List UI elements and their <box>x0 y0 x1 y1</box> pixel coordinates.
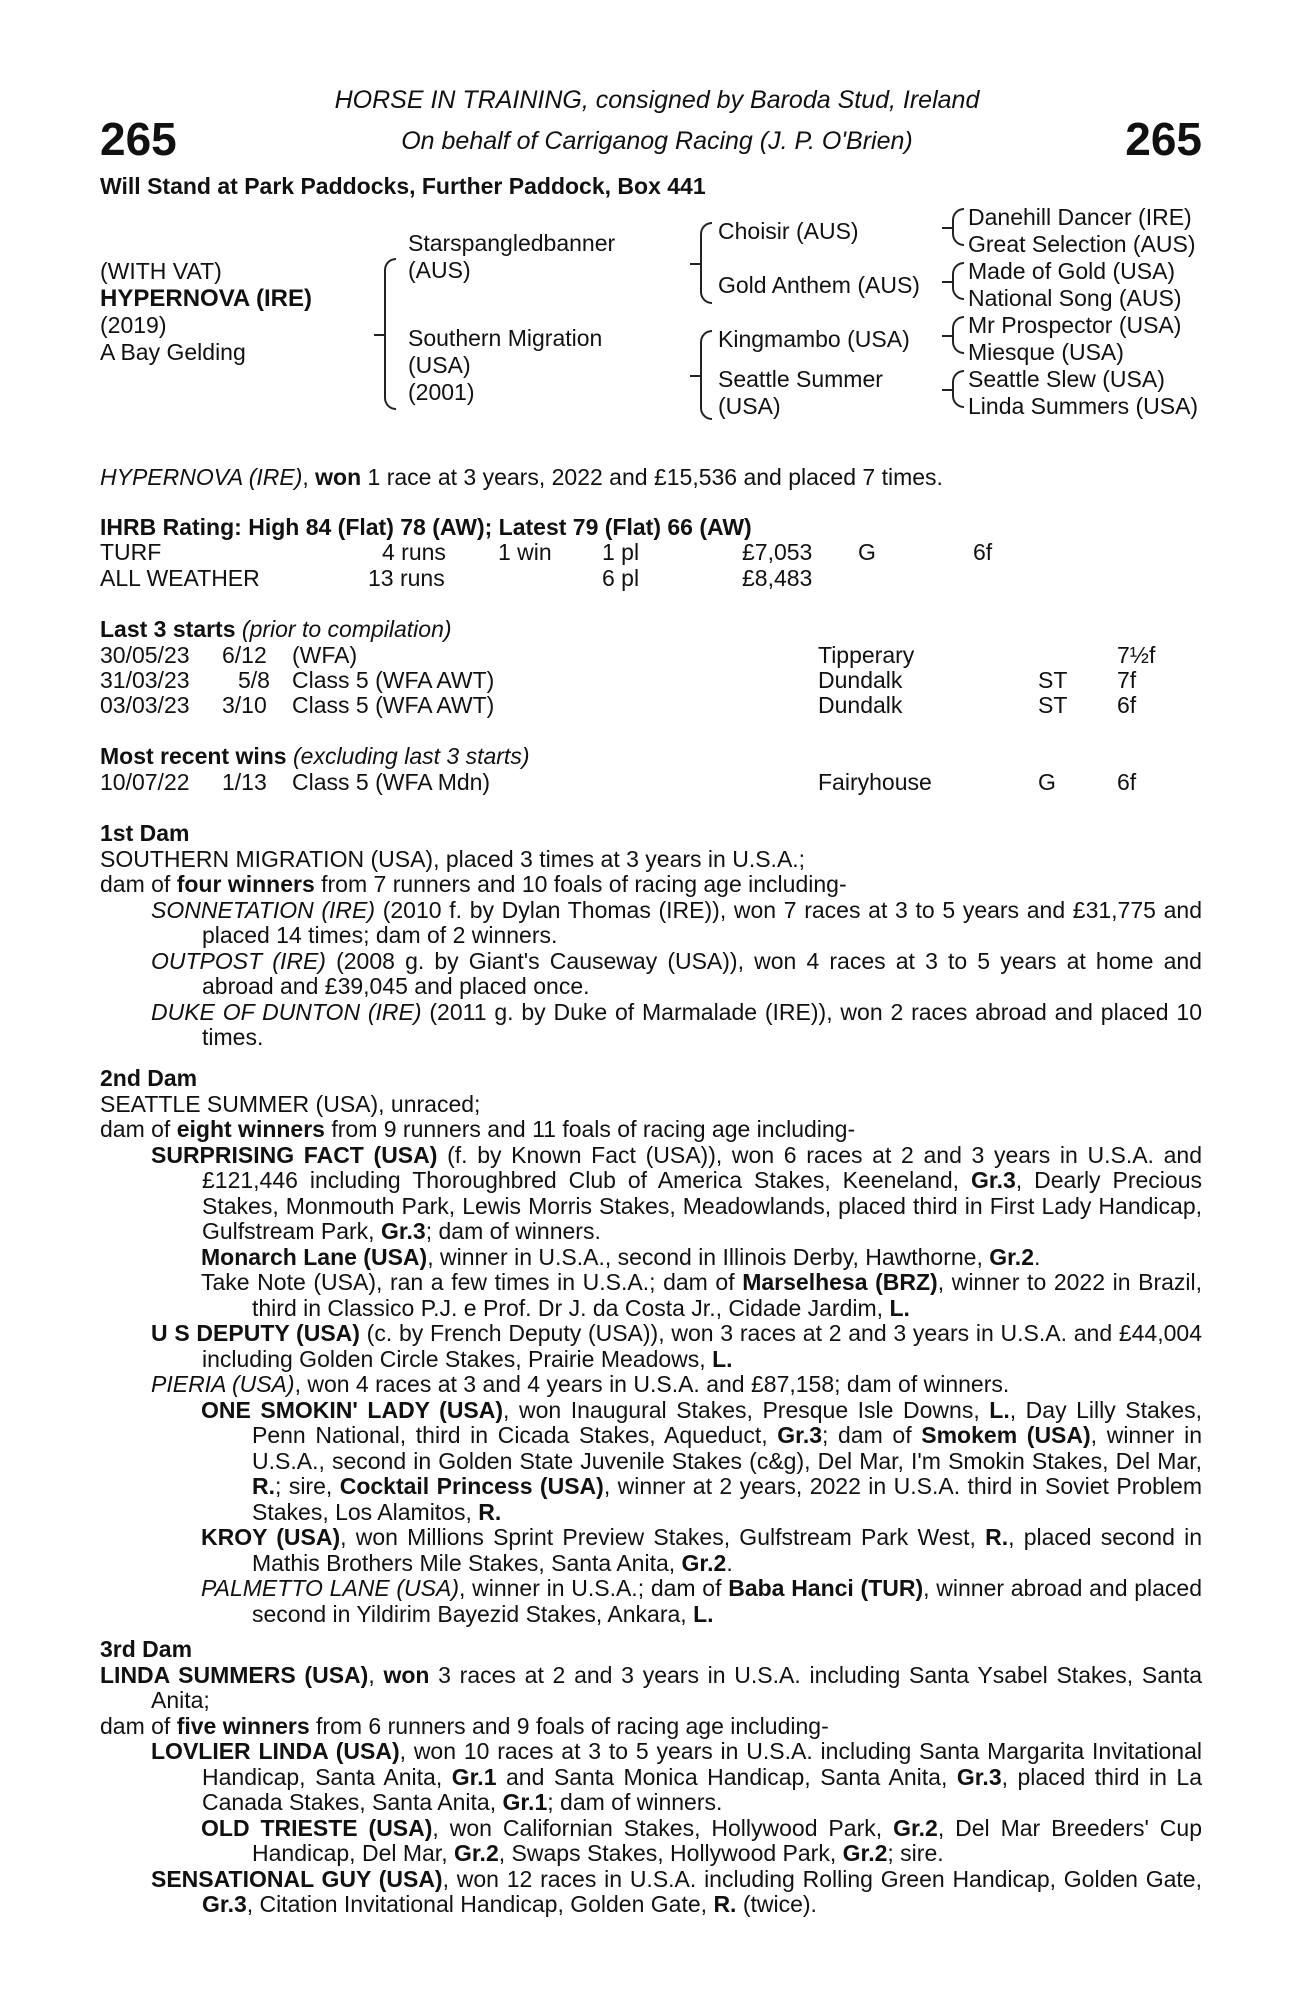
consignor-line: HORSE IN TRAINING, consigned by Baroda Stud, Ireland <box>334 86 980 114</box>
last3-heading: Last 3 starts (prior to compilation) <box>100 616 452 642</box>
progeny-entry: PALMETTO LANE (USA), winner in U.S.A.; dam of Baba Hanci (TUR), winner abroad and placed second in Yildirim Bayezid Stakes, Ankara, L. <box>201 1575 1202 1627</box>
ds-dam: Miesque (USA) <box>968 339 1124 365</box>
progeny-entry: ONE SMOKIN' LADY (USA), won Inaugural Stakes, Presque Isle Downs, L., Day Lilly Stakes, Penn National, third in Cicada Stakes, Aqueduct, Gr.3; dam of Smokem (USA), winner in U.S.A., second in Golden State Juvenile Stakes (c&g), Del Mar, I'm Smokin Stakes, Del Mar, R.; sire, Cocktail Princess (USA), winner at 2 years, 2022 in U.S.A. third in Soviet Problem Stakes, Los Alamitos, R. <box>201 1396 1203 1525</box>
progeny-entry: KROY (USA), won Millions Sprint Preview Stakes, Gulfstream Park West, R., placed second in Mathis Brothers Mile Stakes, Santa Anita, Gr.2. <box>201 1524 1203 1576</box>
third-dam-section: 3rd Dam LINDA SUMMERS (USA), won 3 races at 2 and 3 years in U.S.A. including Santa Ysabel Stakes, Santa Anita; dam of five winners from 6 runners and 9 foals of racing age including- LOVLIER LINDA (USA), won 10 races at 3 to 5 years in U.S.A. including Santa Margarita Invitational Handicap, Santa Anita, Gr.1 and Santa Monica Handicap, Santa Anita, Gr.3, placed third in La Canada Stakes, Santa Anita, Gr.1; dam of winners. OLD TRIESTE (USA), won Californian Stakes, Hollywood Park, Gr.2, Del Mar Breeders' Cup Handicap, Del Mar, Gr.2, Swaps Stakes, Hollywood Park, Gr.2; sire. SENSATIONAL GUY (USA), won 12 races in U.S.A. including Rolling Green Handicap, Golden Gate, Gr.3, Citation Invitational Handicap, Golden Gate, R. (twice). <box>100 1636 1203 1917</box>
dd-sire: Seattle Slew (USA) <box>968 366 1165 392</box>
location-line: Will Stand at Park Paddocks, Further Paddock, Box 441 <box>100 173 706 199</box>
brace-sd <box>952 262 964 300</box>
recent-heading: Most recent wins (excluding last 3 starts) <box>100 743 530 769</box>
brace-dd <box>952 370 964 408</box>
progeny-entry: SENSATIONAL GUY (USA), won 12 races in U.S.A. including Rolling Green Handicap, Golden Gate, Gr.3, Citation Invitational Handicap, Golden Gate, R. (twice). <box>151 1865 1202 1917</box>
progeny-entry: SONNETATION (IRE) (2010 f. by Dylan Thomas (IRE)), won 7 races at 3 to 5 years and £31,775 and placed 14 times; dam of 2 winners. <box>151 896 1202 948</box>
third-dam-heading: 3rd Dam <box>100 1636 193 1662</box>
progeny-entry: Take Note (USA), ran a few times in U.S.A.; dam of Marselhesa (BRZ), winner to 2022 in Brazil, third in Classico P.J. e Prof. Dr J. da Costa Jr., Cidade Jardim, L. <box>201 1269 1203 1321</box>
horse-year: (2019) <box>100 312 167 338</box>
second-dam-heading: 2nd Dam <box>100 1065 198 1091</box>
progeny-entry: LOVLIER LINDA (USA), won 10 races at 3 to 5 years in U.S.A. including Santa Margarita Invitational Handicap, Santa Anita, Gr.1 and Santa Monica Handicap, Santa Anita, Gr.3, placed third in La Canada Stakes, Santa Anita, Gr.1; dam of winners. <box>151 1738 1203 1815</box>
progeny-entry: OLD TRIESTE (USA), won Californian Stakes, Hollywood Park, Gr.2, Del Mar Breeders' Cup Handicap, Del Mar, Gr.2, Swaps Stakes, Hollywood Park, Gr.2; sire. <box>201 1814 1202 1866</box>
progeny-entry: PIERIA (USA), won 4 races at 3 and 4 years in U.S.A. and £87,158; dam of winners. <box>151 1371 1010 1397</box>
vat-note: (WITH VAT) <box>100 258 222 284</box>
rating-heading: IHRB Rating: High 84 (Flat) 78 (AW); Latest 79 (Flat) 66 (AW) <box>100 514 752 540</box>
brace-dam <box>700 330 712 420</box>
lot-number-left: 265 <box>100 113 177 165</box>
sd-sire: Made of Gold (USA) <box>968 258 1176 284</box>
dam-dam: Seattle Summer (USA) <box>718 366 883 419</box>
ss-dam: Great Selection (AUS) <box>968 231 1196 257</box>
progeny-entry: OUTPOST (IRE) (2008 g. by Giant's Causeway (USA)), won 4 races at 3 to 5 years at home and abroad and £39,045 and placed once. <box>151 947 1202 999</box>
dd-dam: Linda Summers (USA) <box>968 393 1199 419</box>
lot-number-right: 265 <box>1125 113 1202 165</box>
ds-sire: Mr Prospector (USA) <box>968 312 1182 338</box>
brace-ds <box>952 316 964 354</box>
horse-info <box>100 258 312 366</box>
sire-dam: Gold Anthem (AUS) <box>718 272 920 298</box>
dam: Southern Migration (USA) (2001) <box>408 325 603 405</box>
sire-sire: Choisir (AUS) <box>718 218 859 244</box>
sire: Starspangledbanner (AUS) <box>408 230 616 283</box>
first-dam-line1: SOUTHERN MIGRATION (USA), placed 3 times at 3 years in U.S.A.; <box>100 845 806 872</box>
second-dam-section: 2nd Dam SEATTLE SUMMER (USA), unraced; dam of eight winners from 9 runners and 11 foals of racing age including- SURPRISING FACT (USA) (f. by Known Fact (USA)), won 6 races at 2 and 3 years in U.S.A. and £121,446 including Thoroughbred Club of America Stakes, Keeneland, Gr.3, Dearly Precious Stakes, Monmouth Park, Lewis Morris Stakes, Meadowlands, placed third in First Lady Handicap, Gulfstream Park, Gr.3; dam of winners. Monarch Lane (USA), winner in U.S.A., second in Illinois Derby, Hawthorne, Gr.2. Take Note (USA), ran a few times in U.S.A.; dam of Marselhesa (BRZ), winner to 2022 in Brazil, third in Classico P.J. e Prof. Dr J. da Costa Jr., Cidade Jardim, L. U S DEPUTY (USA) (c. by French Deputy (USA)), won 3 races at 2 and 3 years in U.S.A. and £44,004 including Golden Circle Stakes, Prairie Meadows, L. PIERIA (USA), won 4 races at 3 and 4 years in U.S.A. and £87,158; dam of winners. ONE SMOKIN' LADY (USA), won Inaugural Stakes, Presque Isle Downs, L., Day Lilly Stakes, Penn National, third in Cicada Stakes, Aqueduct, Gr.3; dam of Smokem (USA), winner in U.S.A., second in Golden State Juvenile Stakes (c&g), Del Mar, I'm Smokin Stakes, Del Mar, R.; sire, Cocktail Princess (USA), winner at 2 years, 2022 in U.S.A. third in Soviet Problem Stakes, Los Alamitos, R. KROY (USA), won Millions Sprint Preview Stakes, Gulfstream Park West, R., placed second in Mathis Brothers Mile Stakes, Santa Anita, Gr.2. PALMETTO LANE (USA), winner in U.S.A.; dam of Baba Hanci (TUR), winner abroad and placed second in Yildirim Bayezid Stakes, Ankara, L. <box>100 1065 1203 1627</box>
first-dam-section <box>100 821 1202 1051</box>
ss-sire: Danehill Dancer (IRE) <box>968 204 1192 230</box>
horse-name: HYPERNOVA (IRE) <box>100 285 313 312</box>
progeny-entry: Monarch Lane (USA), winner in U.S.A., second in Illinois Derby, Hawthorne, Gr.2. <box>201 1243 1041 1270</box>
progeny-entry: DUKE OF DUNTON (IRE) (2011 g. by Duke of Marmalade (IRE)), won 2 races abroad and placed 10 times. <box>151 998 1202 1050</box>
first-dam-line2: dam of four winners from 7 runners and 10 foals of racing age including- <box>100 871 847 897</box>
progeny-entry: U S DEPUTY (USA) (c. by French Deputy (USA)), won 3 races at 2 and 3 years in U.S.A. and £44,004 including Golden Circle Stakes, Prairie Meadows, L. <box>151 1320 1202 1372</box>
dam-sire: Kingmambo (USA) <box>718 326 910 352</box>
brace-sire <box>700 222 712 304</box>
first-dam-heading: 1st Dam <box>100 820 190 846</box>
sd-dam: National Song (AUS) <box>968 285 1182 311</box>
on-behalf-line: On behalf of Carriganog Racing (J. P. O'Brien) <box>401 127 913 155</box>
horse-description: A Bay Gelding <box>100 339 246 365</box>
race-summary: HYPERNOVA (IRE), won 1 race at 3 years, 2022 and £15,536 and placed 7 times. <box>100 464 943 490</box>
brace-ss <box>952 208 964 246</box>
progeny-entry: SURPRISING FACT (USA) (f. by Known Fact (USA)), won 6 races at 2 and 3 years in U.S.A. and £121,446 including Thoroughbred Club of America Stakes, Keeneland, Gr.3, Dearly Precious Stakes, Monmouth Park, Lewis Morris Stakes, Meadowlands, placed third in First Lady Handicap, Gulfstream Park, Gr.3; dam of winners. <box>151 1141 1202 1244</box>
brace-horse <box>384 258 396 410</box>
